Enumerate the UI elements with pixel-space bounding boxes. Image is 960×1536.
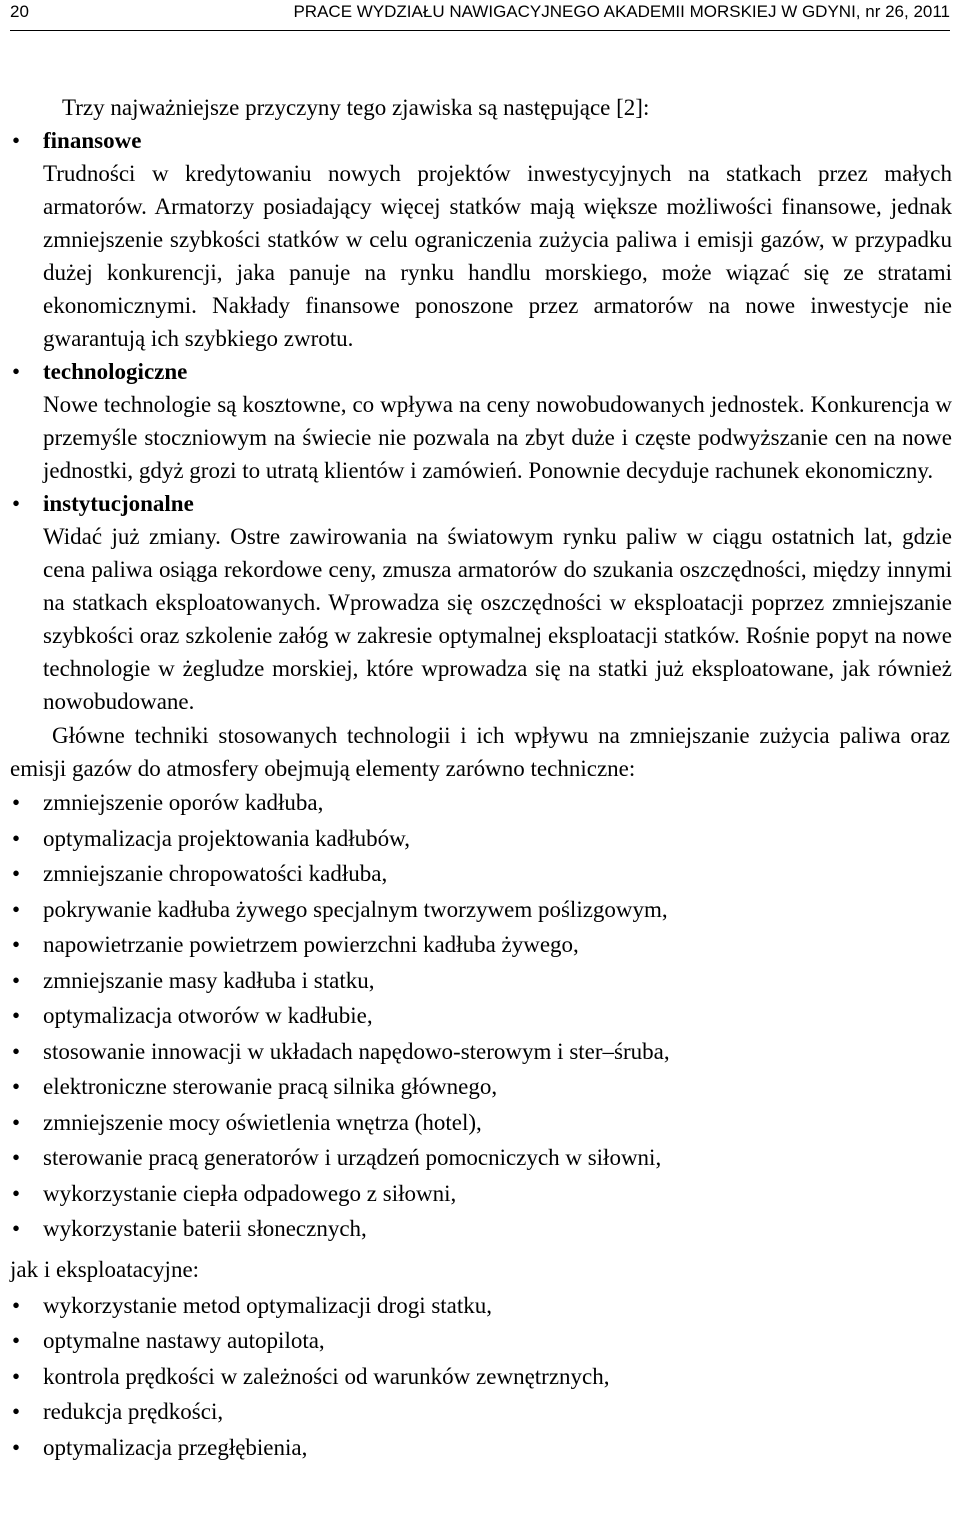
list-item-text: zmniejszanie masy kadłuba i statku, (43, 967, 375, 993)
operational-list (0, 1288, 960, 1466)
intro-sentence: Trzy najważniejsze przyczyny tego zjawiska są następujące [2]: (62, 95, 650, 120)
bullet-icon: • (12, 1216, 21, 1241)
list-item-text: pokrywanie kadłuba żywego specjalnym tworzywem poślizgowym, (43, 896, 668, 922)
cause-financial (0, 124, 960, 355)
journal-title: PRACE WYDZIAŁU NAWIGACYJNEGO AKADEMII MORSKIEJ W GDYNI, nr 26, 2011 (293, 2, 950, 21)
cause-institutional (0, 487, 960, 718)
cause-technological (0, 355, 960, 487)
operational-lead: jak i eksploatacyjne: (10, 1256, 200, 1282)
list-item (0, 1176, 960, 1212)
list-item (0, 1288, 960, 1324)
list-item-text: wykorzystanie baterii słonecznych, (43, 1216, 367, 1241)
list-item (0, 998, 960, 1034)
bullet-icon: • (12, 932, 21, 957)
document-body (0, 91, 960, 1465)
list-item-text: optymalizacja otworów w kadłubie, (43, 1003, 373, 1028)
list-item (0, 1211, 960, 1247)
list-item-text: redukcja prędkości, (43, 1399, 224, 1424)
list-item (0, 1140, 960, 1176)
bullet-icon: • (12, 1003, 21, 1028)
list-item-text: sterowanie pracą generatorów i urządzeń pomocniczych w siłowni, (43, 1145, 662, 1170)
bullet-icon: • (12, 491, 21, 516)
list-item-text: zmniejszenie oporów kadłuba, (43, 790, 324, 815)
bullet-icon: • (12, 896, 21, 922)
bullet-icon: • (12, 1145, 21, 1170)
list-item (0, 1069, 960, 1105)
list-item-text: napowietrzanie powietrzem powierzchni kadłuba żywego, (43, 932, 579, 957)
list-item (0, 1430, 960, 1466)
list-item-text: zmniejszenie mocy oświetlenia wnętrza (hotel), (43, 1109, 482, 1135)
list-item (0, 963, 960, 999)
running-header (10, 0, 950, 31)
list-item (0, 1394, 960, 1430)
list-item (0, 856, 960, 892)
bullet-icon: • (12, 128, 21, 153)
list-item (0, 821, 960, 857)
cause-title: finansowe (43, 128, 142, 153)
list-item-text: elektroniczne sterowanie pracą silnika głównego, (43, 1074, 498, 1099)
cause-text: Widać już zmiany. Ostre zawirowania na światowym rynku paliw w ciągu ostatnich lat, gdzie cena paliwa osiąga rekordowe ceny, zmusza armatorów do szukania oszczędności, między innymi na statkach eksploatowanych. Wprowadza się oszczędności w eksploatacji poprzez zmniejszanie szybkości oraz szkolenie załóg w zakresie optymalnej eksploatacji statków. Rośnie popyt na nowe technologie w żegludze morskiej, które wprowadza się na statki już eksploatowane, jak również nowobudowane. (43, 524, 952, 714)
bullet-icon: • (12, 790, 21, 815)
bullet-icon: • (12, 1292, 21, 1318)
bullet-icon: • (12, 825, 21, 851)
bullet-icon: • (12, 1434, 21, 1460)
list-item (0, 1034, 960, 1070)
bullet-icon: • (12, 1328, 21, 1353)
bullet-icon: • (12, 359, 21, 384)
bullet-icon: • (12, 967, 21, 993)
list-item-text: optymalizacja projektowania kadłubów, (43, 825, 411, 851)
bullet-icon: • (12, 1038, 21, 1064)
bullet-icon: • (12, 1074, 21, 1099)
list-item-text: optymalizacja przegłębienia, (43, 1434, 308, 1460)
list-item (0, 1105, 960, 1141)
bullet-icon: • (12, 861, 21, 886)
bullet-icon: • (12, 1109, 21, 1135)
bullet-icon: • (12, 1363, 21, 1389)
list-item (0, 927, 960, 963)
bullet-icon: • (12, 1180, 21, 1206)
list-item-text: wykorzystanie metod optymalizacji drogi statku, (43, 1292, 493, 1318)
main-paragraph: Główne techniki stosowanych technologii i ich wpływu na zmniejszanie zużycia paliwa oraz emisji gazów do atmosfery obejmują elementy zarówno techniczne: (10, 723, 950, 781)
cause-text: Trudności w kredytowaniu nowych projektów inwestycyjnych na statkach przez małych armatorów. Armatorzy posiadający więcej statków mają większe możliwości finansowe, jednak zmniejszenie szybkości statków w celu ograniczenia zużycia paliwa i emisji gazów, w przypadku dużej konkurencji, jaka panuje na rynku handlu morskiego, może wiązać się ze stratami ekonomicznymi. Nakłady finansowe ponoszone przez armatorów na nowe inwestycje nie gwarantują ich szybkiego zwrotu. (43, 161, 952, 351)
cause-title: technologiczne (43, 359, 188, 384)
list-item (0, 1359, 960, 1395)
technical-list (0, 785, 960, 1247)
cause-text: Nowe technologie są kosztowne, co wpływa na ceny nowobudowanych jednostek. Konkurencja w przemyśle stoczniowym na świecie nie pozwala na zbyt duże i częste podwyższanie cen na nowe jednostki, gdyż grozi to utratą klientów i zamówień. Ponownie decyduje rachunek ekonomiczny. (43, 392, 952, 483)
cause-title: instytucjonalne (43, 491, 194, 516)
bullet-icon: • (12, 1399, 21, 1424)
list-item-text: kontrola prędkości w zależności od warunków zewnętrznych, (43, 1363, 610, 1389)
list-item-text: wykorzystanie ciepła odpadowego z siłowni, (43, 1180, 457, 1206)
list-item-text: stosowanie innowacji w układach napędowo-sterowym i ster–śruba, (43, 1038, 670, 1064)
list-item-text: optymalne nastawy autopilota, (43, 1328, 325, 1353)
page-number: 20 (10, 2, 29, 21)
list-item (0, 892, 960, 928)
list-item (0, 1323, 960, 1359)
list-item-text: zmniejszanie chropowatości kadłuba, (43, 861, 388, 886)
list-item (0, 785, 960, 821)
